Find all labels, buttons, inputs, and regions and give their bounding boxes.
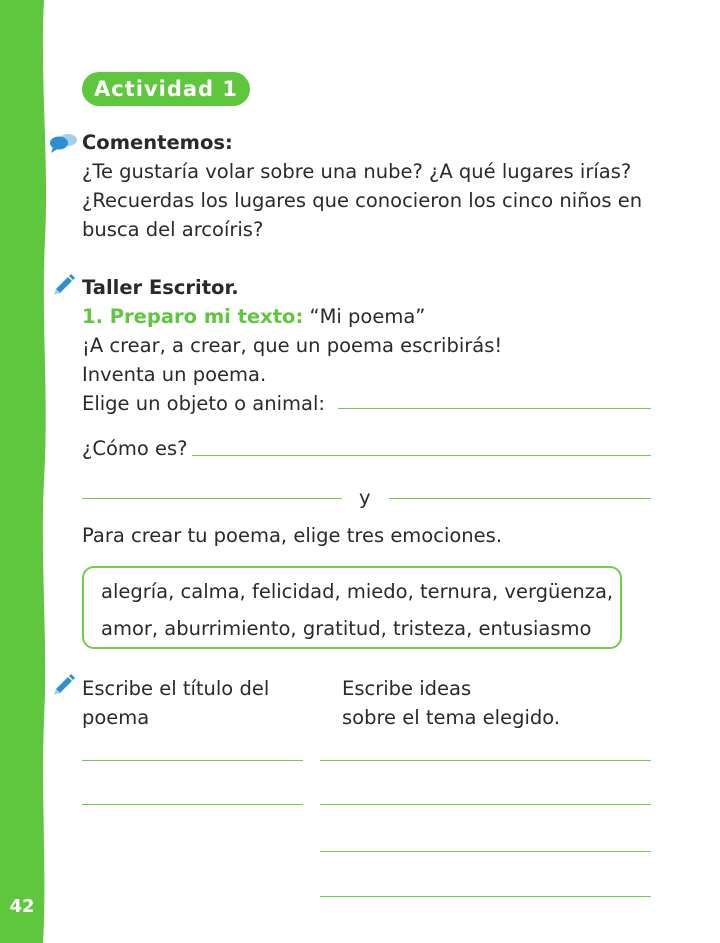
ideas-answer-line-3[interactable] xyxy=(320,851,651,852)
connector-y: y xyxy=(359,486,371,509)
step-line xyxy=(82,302,425,332)
step-title: “Mi poema” xyxy=(309,305,426,328)
step-label: 1. Preparo mi texto: xyxy=(82,305,304,328)
trait-answer-line-2[interactable] xyxy=(389,498,651,499)
object-prompt: Elige un objeto o animal: xyxy=(82,392,325,415)
title-prompt-line-2: poema xyxy=(82,706,150,729)
title-answer-line-2[interactable] xyxy=(82,804,303,805)
title-answer-line-1[interactable] xyxy=(82,760,303,761)
speech-bubbles-icon xyxy=(48,132,78,154)
page-number: 42 xyxy=(9,896,35,917)
trait-answer-line-1[interactable] xyxy=(82,498,342,499)
discussion-line-2: ¿Recuerdas los lugares que conocieron los cinco niños en xyxy=(82,189,643,212)
discussion-line-3: busca del arcoíris? xyxy=(82,218,264,241)
emotions-instruction: Para crear tu poema, elige tres emociones. xyxy=(82,524,503,547)
how-answer-line[interactable] xyxy=(192,455,651,456)
workshop-line-2: Inventa un poema. xyxy=(82,363,267,386)
how-prompt: ¿Cómo es? xyxy=(82,437,188,460)
ideas-answer-line-2[interactable] xyxy=(320,804,651,805)
discussion-heading: Comentemos: xyxy=(82,131,233,154)
discussion-line-1: ¿Te gustaría volar sobre una nube? ¿A qué lugares irías? xyxy=(82,160,632,183)
title-prompt-line-1: Escribe el título del xyxy=(82,677,270,700)
emotions-line-2: amor, aburrimiento, gratitud, tristeza, entusiasmo xyxy=(101,617,592,640)
emotions-line-1: alegría, calma, felicidad, miedo, ternura, vergüenza, xyxy=(101,580,614,603)
object-answer-line[interactable] xyxy=(338,408,651,409)
pencil-icon xyxy=(52,272,76,296)
green-side-band xyxy=(0,0,52,943)
ideas-answer-line-1[interactable] xyxy=(320,760,651,761)
workshop-heading: Taller Escritor. xyxy=(82,276,239,299)
workshop-line-1: ¡A crear, a crear, que un poema escribirás! xyxy=(82,334,503,357)
pencil-icon xyxy=(52,672,76,696)
ideas-prompt-line-2: sobre el tema elegido. xyxy=(342,706,561,729)
activity-badge: Actividad 1 xyxy=(82,72,250,106)
ideas-prompt-line-1: Escribe ideas xyxy=(342,677,472,700)
ideas-answer-line-4[interactable] xyxy=(320,896,651,897)
